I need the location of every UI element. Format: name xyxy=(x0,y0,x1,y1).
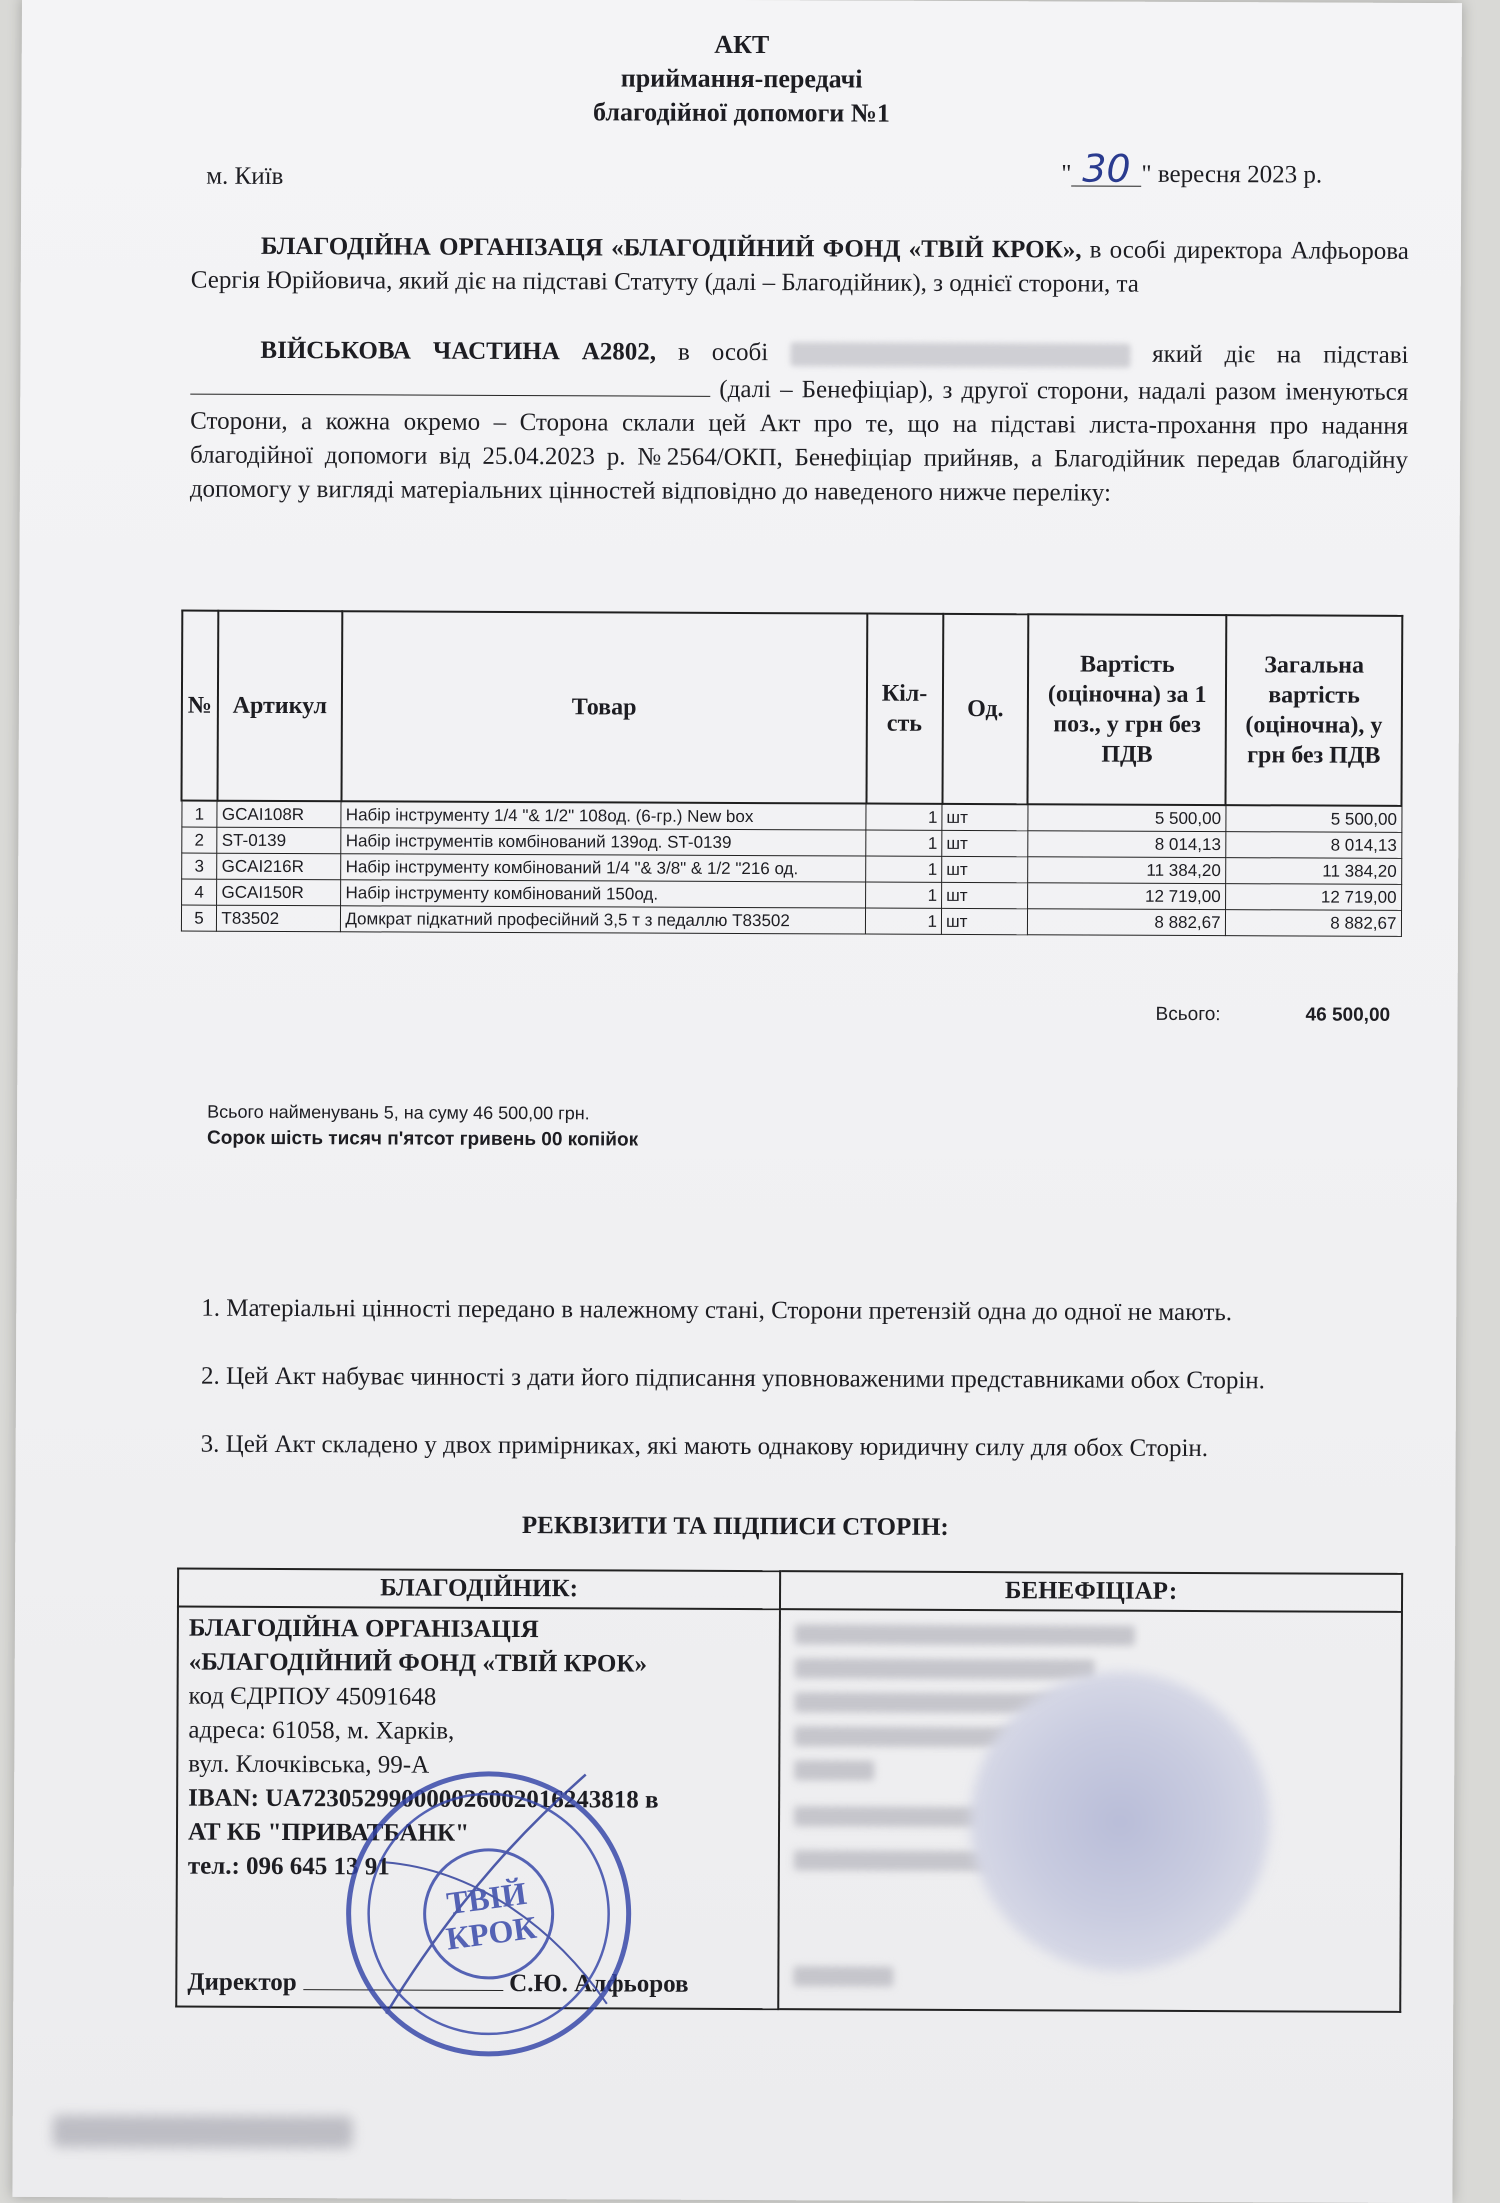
col-number: № xyxy=(182,611,219,801)
date-month-year: вересня 2023 р. xyxy=(1157,160,1323,189)
donor-signature-line: Директор С.Ю. Алфьоров xyxy=(187,1965,767,2003)
row-unit-price: 5 500,00 xyxy=(1028,804,1226,831)
row-number: 2 xyxy=(181,827,217,853)
row-total-price: 5 500,00 xyxy=(1226,805,1402,832)
clause-2: 2. Цей Акт набуває чинності з дати його підписання уповноваженими представниками обох Сторін. xyxy=(200,1362,1266,1395)
row-number: 3 xyxy=(181,853,217,879)
row-product: Набір інструменту комбінований 1/4 "& 3/8" & 1/2 "216 од. xyxy=(341,854,866,882)
beneficiary-header: БЕНЕФІЦІАР: xyxy=(780,1571,1402,1612)
row-unit: шт xyxy=(942,804,1028,831)
row-article: T83502 xyxy=(217,905,341,932)
requisites-heading: РЕКВІЗИТИ ТА ПІДПИСИ СТОРІН: xyxy=(521,1512,949,1541)
act-subtitle-1: приймання-передачі xyxy=(620,63,863,94)
row-unit-price: 8 882,67 xyxy=(1027,909,1225,936)
row-unit: шт xyxy=(941,908,1027,934)
intro-donor: БЛАГОДІЙНА ОРГАНІЗАЦЯ «БЛАГОДІЙНИЙ ФОНД «ТВІЙ КРОК», в особі директора Алфьорова Сергія Юрійовича, який діє на підставі Статуту (далі – Благодійник), з однієї сторони, та xyxy=(190,232,1409,298)
row-product: Набір інструменту комбінований 150од. xyxy=(341,880,866,908)
col-product: Товар xyxy=(341,611,867,803)
row-qty: 1 xyxy=(866,856,942,882)
row-product: Набір інструменту 1/4 "& 1/2" 108од. (6-гр.) New box xyxy=(341,801,866,830)
svg-text:КРОК: КРОК xyxy=(443,1908,539,1957)
row-number: 4 xyxy=(181,879,217,905)
row-unit: шт xyxy=(942,830,1028,856)
row-article: ST-0139 xyxy=(217,827,341,854)
donor-header: БЛАГОДІЙНИК: xyxy=(178,1569,780,1610)
row-qty: 1 xyxy=(866,882,942,908)
row-total-price: 8 014,13 xyxy=(1225,832,1401,859)
total-value: 46 500,00 xyxy=(1305,1004,1391,1026)
row-number: 5 xyxy=(181,905,217,931)
document-sheet xyxy=(12,0,1462,2203)
row-total-price: 12 719,00 xyxy=(1225,884,1401,911)
row-total-price: 8 882,67 xyxy=(1225,910,1401,937)
row-product: Домкрат підкатний професійний 3,5 т з педаллю T83502 xyxy=(341,906,866,934)
col-unit: Од. xyxy=(942,614,1029,804)
redacted-footer-note xyxy=(53,2115,353,2148)
row-article: GCAI150R xyxy=(217,879,341,906)
col-article: Артикул xyxy=(217,611,342,802)
row-article: GCAI216R xyxy=(217,853,341,880)
clause-1: 1. Матеріальні цінності передано в належному стані, Сторони претензій одна до одної не мають. xyxy=(201,1294,1233,1327)
total-in-words: Сорок шість тисяч п'ятсот гривень 00 копійок xyxy=(206,1127,639,1151)
row-unit-price: 11 384,20 xyxy=(1028,857,1226,884)
row-unit: шт xyxy=(942,882,1028,908)
act-title: АКТ xyxy=(714,29,770,60)
row-qty: 1 xyxy=(866,804,942,831)
row-unit-price: 8 014,13 xyxy=(1028,831,1226,858)
table-row xyxy=(181,905,1401,936)
donor-stamp-seal xyxy=(325,1751,651,2077)
row-product: Набір інструментів комбінований 139од. ST-0139 xyxy=(341,828,866,856)
beneficiary-details-redacted xyxy=(778,1609,1402,2012)
clause-3: 3. Цей Акт складено у двох примірниках, які мають однакову юридичну силу для обох Сторін. xyxy=(200,1430,1209,1463)
donor-details: БЛАГОДІЙНА ОРГАНІЗАЦІЯ «БЛАГОДІЙНИЙ ФОНД «ТВІЙ КРОК» код ЄДРПОУ 45091648 адреса: 61058, м. Харків, вул. Клочківська, 99-А IBAN: UA723052990000026002016243818 в АТ КБ "ПРИВАТБАНК" тел.: 096 645 13 91 Директор С.Ю. Алфьоров xyxy=(176,1607,780,2010)
redacted-name xyxy=(790,342,1130,367)
items-table xyxy=(180,610,1403,937)
row-qty: 1 xyxy=(866,908,942,934)
basis-blank xyxy=(190,368,710,397)
row-article: GCAI108R xyxy=(217,801,341,828)
svg-text:ТВІЙ: ТВІЙ xyxy=(444,1874,529,1922)
row-qty: 1 xyxy=(866,830,942,856)
act-subtitle-2: благодійної допомоги №1 xyxy=(593,97,890,128)
redacted-stamp xyxy=(969,1671,1270,1972)
date-day: 30 xyxy=(1071,151,1141,186)
row-unit: шт xyxy=(942,856,1028,882)
intro-beneficiary: ВІЙСЬКОВА ЧАСТИНА А2802, в особі який діє на підставі (далі – Бенефіціар), з другої сторони, надалі разом іменуються Сторони, а кожна окремо – Сторона склали цей Акт про те, що на підставі листа-прохання про надання благодійної допомоги від 25.04.2023 р. №2564/ОКП, Бенефіціар прийняв, а Благодійник передав благодійну допомогу у вигляді матеріальних цінностей відповідно до наведеного нижче переліку: xyxy=(189,336,1409,507)
row-number: 1 xyxy=(181,801,217,828)
col-qty: Кіл-сть xyxy=(866,614,943,804)
row-unit-price: 12 719,00 xyxy=(1027,883,1225,910)
total-summary: Всього найменувань 5, на суму 46 500,00 грн. xyxy=(207,1101,590,1124)
col-total-price: Загальна вартість (оціночна), у грн без ПДВ xyxy=(1226,615,1403,806)
city: м. Київ xyxy=(206,162,284,191)
row-total-price: 11 384,20 xyxy=(1225,858,1401,885)
total-label: Всього: xyxy=(1155,1003,1221,1026)
date-line: " 30 " вересня 2023 р. xyxy=(1061,146,1323,191)
col-unit-price: Вартість (оціночна) за 1 поз., у грн без ПДВ xyxy=(1028,614,1227,805)
